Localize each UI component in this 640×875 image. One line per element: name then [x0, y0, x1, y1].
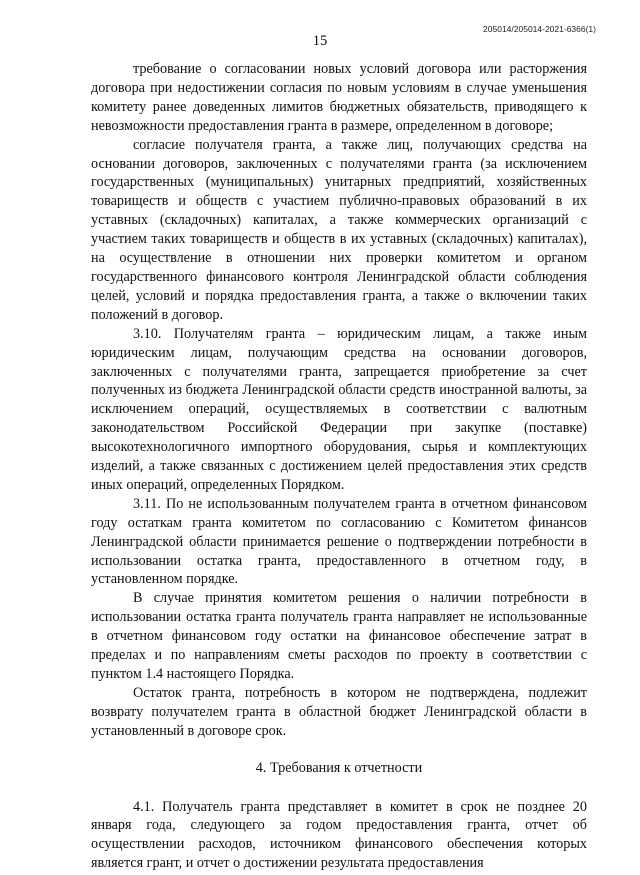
paragraph: 4.1. Получатель гранта представляет в комитет в срок не позднее 20 января года, следующего за годом предоставления гранта, отчет об осуществлении расходов, источником финансового обеспечения которых является грант, и отчет о достижении результата предоставления: [91, 798, 587, 872]
paragraph: 3.11. По не использованным получателем гранта в отчетном финансовом году остаткам гранта комитетом по согласованию с Комитетом финансов Ленинградской области принимается решение о подтверждении потребности в использовании остатка гранта, предоставленного в отчетном году, в установленном порядке.: [91, 495, 587, 588]
document-id: 205014/205014-2021-6366(1): [483, 24, 596, 34]
document-body: [91, 60, 587, 873]
paragraph: согласие получателя гранта, а также лиц, получающих средства на основании договоров, заключенных с получателями гранта (за исключением государственных (муниципальных) унитарных предприятий, хозяйственных товариществ и обществ с участием публично-правовых образований в их уставных (складочных) капиталах, а также коммерческих организаций с участием таких товариществ и обществ в их уставных (складочных) капиталах), на осуществление в отношении них проверки комитетом и органом государственного финансового контроля Ленинградской области соблюдения целей, условий и порядка предоставления гранта, а также о включении таких положений в договор.: [91, 136, 587, 323]
paragraph: 3.10. Получателям гранта – юридическим лицам, а также иным юридическим лицам, получающим средства на основании договоров, заключенных с получателями гранта, запрещается приобретение за счет полученных из бюджета Ленинградской области средств иностранной валюты, за исключением операций, осуществляемых в соответствии с валютным законодательством Российской Федерации при закупке (поставке) высокотехнологичного импортного оборудования, сырья и комплектующих изделий, а также связанных с достижением целей предоставления этих средств иных операций, определенных Порядком.: [91, 325, 587, 493]
paragraph: Остаток гранта, потребность в котором не подтверждена, подлежит возврату получателем гранта в областной бюджет Ленинградской области в установленный в договоре срок.: [91, 684, 587, 739]
page-number: 15: [312, 33, 328, 49]
section-heading: 4. Требования к отчетности: [255, 759, 423, 776]
paragraph: требование о согласовании новых условий договора или расторжения договора при недостижении согласия по новым условиям в случае уменьшения комитету ранее доведенных лимитов бюджетных обязательств, приводящего к невозможности предоставления гранта в размере, определенном в договоре;: [91, 61, 587, 134]
paragraph: В случае принятия комитетом решения о наличии потребности в использовании остатка гранта получатель гранта направляет не использованные в отчетном финансовом году остатки на финансовое обеспечение затрат в пределах и по направлениям сметы расходов по проекту в соответствии с пунктом 1.4 настоящего Порядка.: [91, 590, 587, 682]
